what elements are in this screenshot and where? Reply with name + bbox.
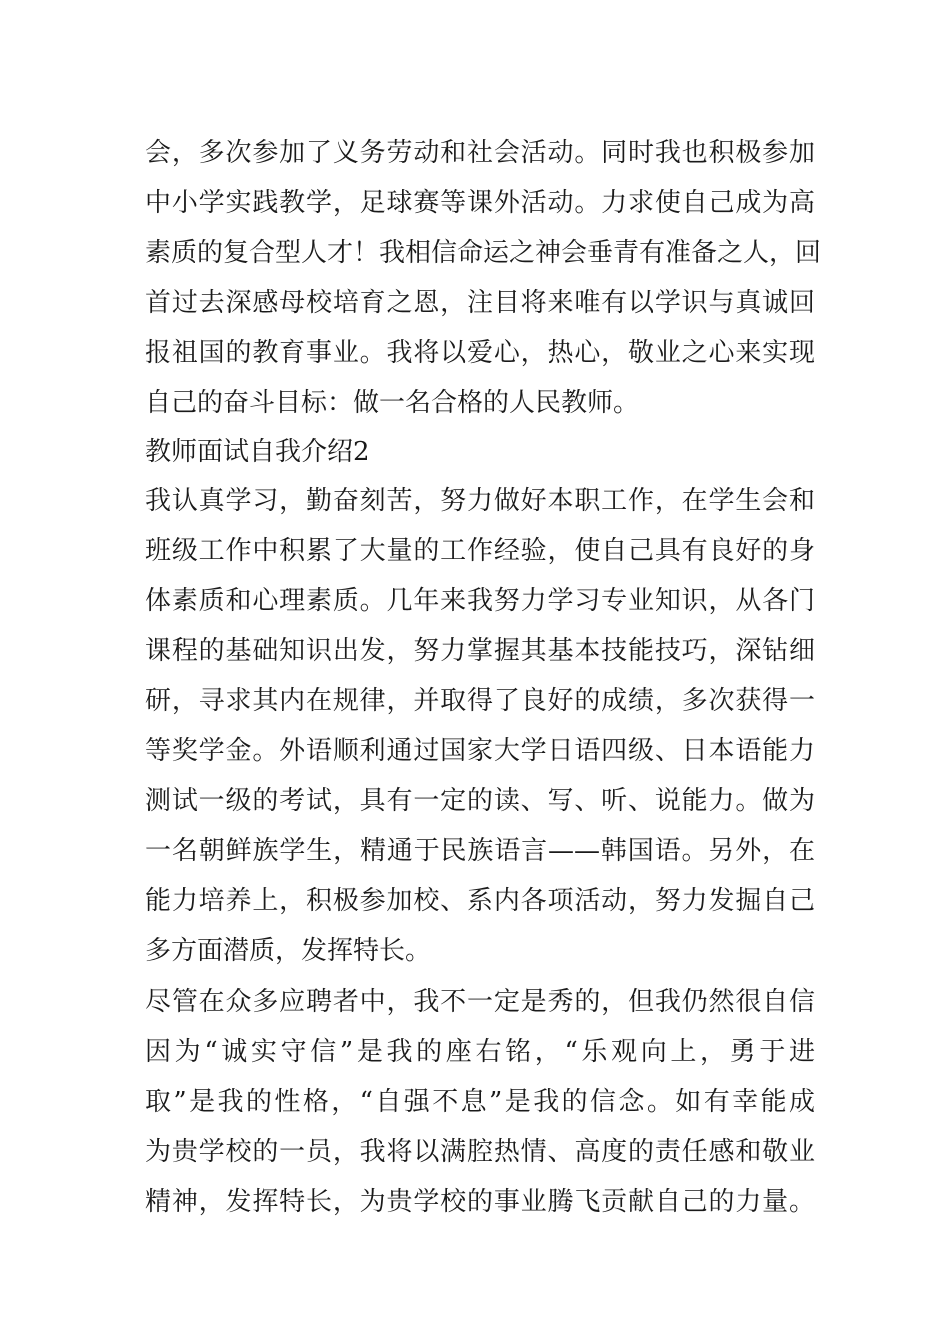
paragraph-1-line-1: 会，多次参加了义务劳动和社会活动。同时我也积极参加: [145, 138, 815, 168]
paragraph-1-line-3: 素质的复合型人才！我相信命运之神会垂青有准备之人，回: [145, 238, 822, 268]
paragraph-2-line-7: 测试一级的考试，具有一定的读、写、听、说能力。做为: [145, 786, 815, 816]
paragraph-2-line-1: 我认真学习，勤奋刻苦，努力做好本职工作，在学生会和: [145, 486, 815, 516]
paragraph-2-line-5: 研，寻求其内在规律，并取得了良好的成绩，多次获得一: [145, 686, 815, 716]
paragraph-3-line-1: 尽管在众多应聘者中，我不一定是秀的，但我仍然很自信: [145, 987, 815, 1017]
paragraph-2-line-4: 课程的基础知识出发，努力掌握其基本技能技巧，深钻细: [145, 636, 815, 666]
paragraph-1-line-5: 报祖国的教育事业。我将以爱心，热心，敬业之心来实现: [145, 338, 815, 368]
paragraph-3-line-4: 为贵学校的一员，我将以满腔热情、高度的责任感和敬业: [145, 1137, 815, 1167]
paragraph-2-line-10: 多方面潜质，发挥特长。: [145, 936, 432, 966]
paragraph-2-line-8: 一名朝鲜族学生，精通于民族语言——韩国语。另外，在: [145, 836, 815, 866]
paragraph-3-line-5: 精神，发挥特长，为贵学校的事业腾飞贡献自己的力量。: [145, 1187, 815, 1217]
paragraph-1-line-2: 中小学实践教学，足球赛等课外活动。力求使自己成为高: [145, 188, 815, 218]
paragraph-3-line-3: 取”是我的性格，“自强不息”是我的信念。如有幸能成: [145, 1087, 815, 1117]
paragraph-2-line-9: 能力培养上，积极参加校、系内各项活动，努力发掘自己: [145, 886, 815, 916]
paragraph-1-line-6: 自己的奋斗目标：做一名合格的人民教师。: [145, 388, 640, 418]
paragraph-2-line-6: 等奖学金。外语顺利通过国家大学日语四级、日本语能力: [145, 736, 815, 766]
paragraph-1-line-4: 首过去深感母校培育之恩，注目将来唯有以学识与真诚回: [145, 288, 815, 318]
paragraph-2-line-2: 班级工作中积累了大量的工作经验，使自己具有良好的身: [145, 536, 815, 566]
paragraph-3-line-2: 因为“诚实守信”是我的座右铭，“乐观向上，勇于进: [145, 1037, 815, 1067]
paragraph-2-line-3: 体素质和心理素质。几年来我努力学习专业知识，从各门: [145, 586, 815, 616]
section-heading: 教师面试自我介绍2: [145, 437, 370, 467]
